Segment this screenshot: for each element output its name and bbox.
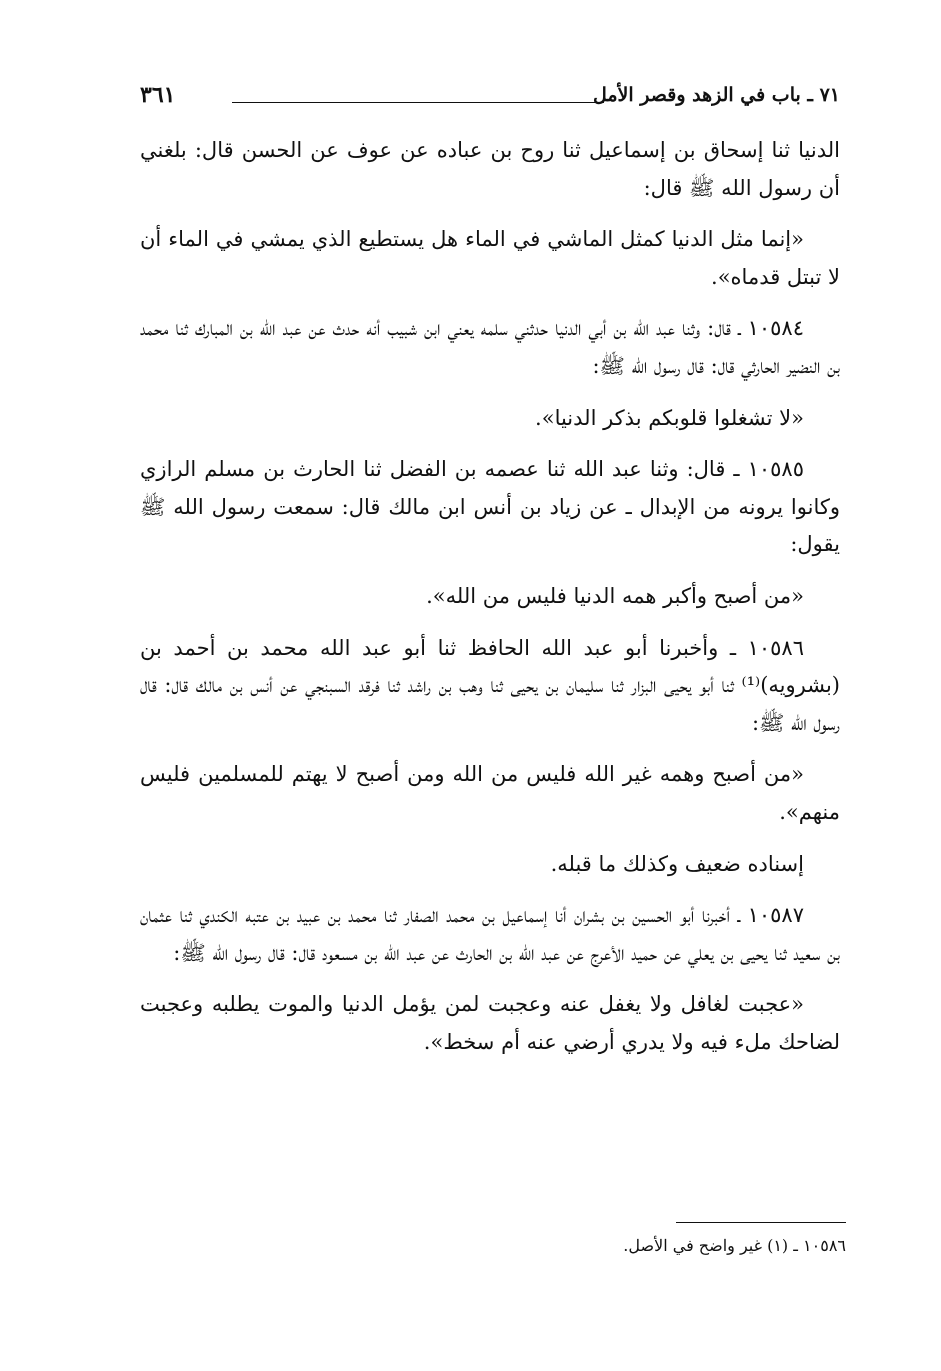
narration-10586: ١٠٥٨٦ ـ وأخبرنا أبو عبد الله الحافظ ثنا أبو عبد الله محمد بن أحمد بن (بشرويه)⁽¹⁾ ثنا أبو يحيى البزار ثنا سليمان بن يحيى ثنا وهب بن راشد ثنا فرقد السبنجي عن أنس بن مالك قال: قال رسول الله ﷺ: — [140, 635, 840, 735]
footnote: ١٠٥٨٦ ـ (١) غير واضح في الأصل. — [623, 1236, 846, 1255]
hadith-quote: «لا تشغلوا قلوبكم بذكر الدنيا». — [535, 405, 804, 430]
paragraph-continuation: الدنيا ثنا إسحاق بن إسماعيل ثنا روح بن عباده عن عوف عن الحسن قال: بلغني أن رسول الله ﷺ قال: — [140, 138, 840, 200]
footnote-rule — [676, 1222, 846, 1223]
hadith-quote: «عجبت لغافل ولا يغفل عنه وعجبت لمن يؤمل الدنيا والموت يطلبه وعجبت لضاحك ملء فيه ولا يدري أرضي عنه أم سخط». — [140, 992, 840, 1054]
narration-10585: ١٠٥٨٥ ـ قال: وثنا عبد الله ثنا عصمه بن الفضل ثنا الحارث بن مسلم الرازي وكانوا يرونه من الإبدال ـ عن زياد بن أنس ابن مالك قال: سمعت رسول الله ﷺ يقول: — [140, 457, 840, 557]
isnad-note: إسناده ضعيف وكذلك ما قبله. — [550, 851, 804, 876]
page-number: ٣٦١ — [140, 82, 176, 108]
page-header — [140, 84, 840, 118]
header-rule — [232, 102, 604, 103]
chapter-title: ٧١ ـ باب في الزهد وقصر الأمل — [592, 84, 840, 106]
narration-10584: ١٠٥٨٤ ـ قال: وثنا عبد الله بن أبي الدنيا حدثني سلمه يعني ابن شبيب أنه حدث عن عبد الله بن المبارك ثنا محمد بن النضير الحارثي قال: قال رسول الله ﷺ: — [140, 316, 840, 378]
narration-10587: ١٠٥٨٧ ـ أخبرنا أبو الحسين بن بشران أنا إسماعيل بن محمد الصفار ثنا محمد بن عبيد بن عتبه الكندي ثنا عثمان بن سعيد ثنا يحيى بن يعلي عن حميد الأعرج عن عبد الله بن الحارث عن عبد الله بن مسعود قال: قال رسول الله ﷺ: — [140, 903, 840, 965]
hadith-quote: «إنما مثل الدنيا كمثل الماشي في الماء هل يستطيع الذي يمشي في الماء أن لا تبتل قدماه». — [140, 227, 840, 289]
hadith-quote: «من أصبح وأكبر همه الدنيا فليس من الله». — [426, 583, 804, 608]
hadith-quote: «من أصبح وهمه غير الله فليس من الله ومن أصبح لا يهتم للمسلمين فليس منهم». — [140, 762, 840, 824]
body-text — [140, 132, 840, 1075]
